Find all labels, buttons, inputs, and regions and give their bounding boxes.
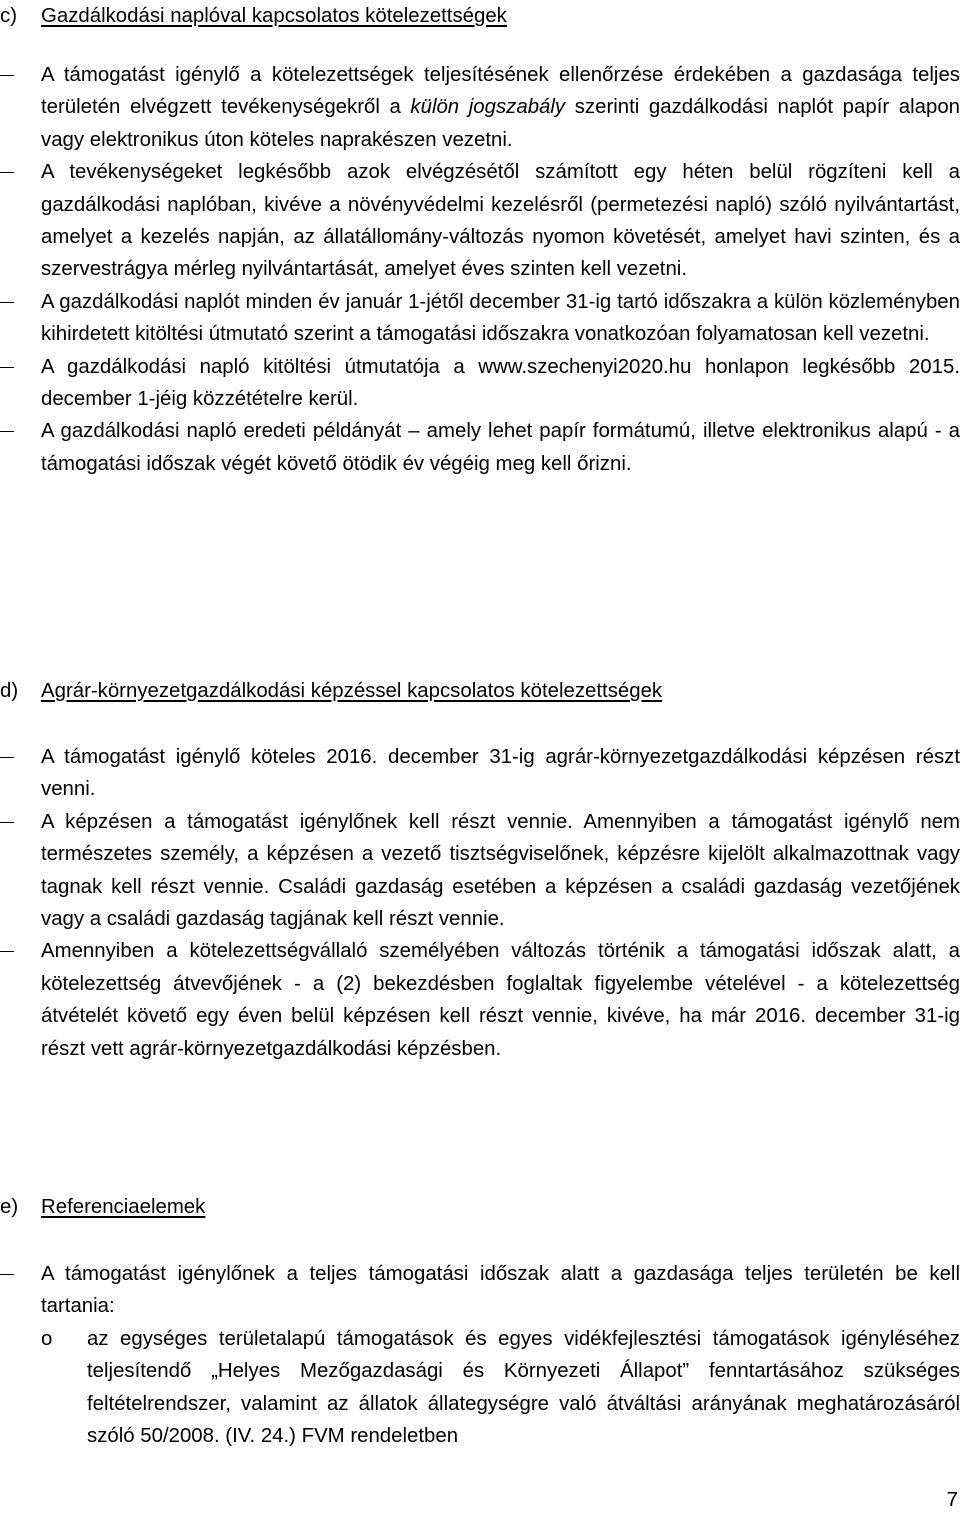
section-title: Agrár-környezetgazdálkodási képzéssel kapcsolatos kötelezettségek xyxy=(41,680,663,702)
section-letter: e) xyxy=(0,1196,19,1218)
bullet-list xyxy=(0,1258,960,1323)
page-number: 7 xyxy=(946,1489,958,1511)
bullet-text-before: A támogatást igénylő a kötelezettségek teljesítésének ellenőrzése érdekében a gazdasága teljes területén elvégzett tevékenységekről a xyxy=(41,64,960,119)
list-item xyxy=(0,415,960,480)
bullet-text: A képzésen a támogatást igénylőnek kell részt vennie. Amennyiben a támogatást igénylő nem természetes személy, a képzésen a vezető tisztségviselőnek, képzésre kijelölt alkalmazottnak vagy tagnak kell részt vennie. Családi gazdaság esetében a képzésen a családi gazdaság vezetőjének vagy a családi gazdaság tagjának kell részt vennie. xyxy=(41,810,960,931)
dash-bullet-icon xyxy=(0,302,14,303)
bullet-text-after: szerinti gazdálkodási naplót papír alapon vagy elektronikus úton köteles naprakészen vezetni. xyxy=(41,96,960,151)
sub-bullet-list xyxy=(0,1323,960,1453)
dash-bullet-icon xyxy=(0,1274,14,1275)
dash-bullet-icon xyxy=(0,172,14,173)
bullet-text: A támogatást igénylő köteles 2016. december 31-ig agrár-környezetgazdálkodási képzésen részt venni. xyxy=(41,746,960,801)
list-item xyxy=(0,351,960,416)
circle-bullet-icon: o xyxy=(41,1327,53,1350)
bullet-text: A tevékenységeket legkésőbb azok elvégzésétől számított egy héten belül rögzíteni kell a gazdálkodási naplóban, kivéve a növényvédelmi kezelésről (permetezési napló) szóló nyilvántartást, amelyet a kezelés napján, az állatállomány-változás nyomon követését, amelyet havi szinten, és a szervestrágya mérleg nyilvántartását, amelyet éves szinten kell vezetni. xyxy=(41,161,960,281)
section-d xyxy=(0,675,960,1065)
list-item xyxy=(0,286,960,351)
bullet-text: A gazdálkodási napló eredeti példányát – amely lehet papír formátumú, illetve elektronikus alapú - a támogatási időszak végét követő ötödik év végéig meg kell őrizni. xyxy=(41,420,960,475)
bullet-text: Amennyiben a kötelezettségvállaló személyében változás történik a támogatási időszak alatt, a kötelezettség átvevőjének - a (2) bekezdésben foglaltak figyelembe vételével - a kötelezettség átvételét követő egy éven belül képzésen kell részt vennie, kivéve, ha már 2016. december 31-ig részt vett agrár-környezetgazdálkodási képzésben. xyxy=(41,940,960,1060)
section-title: Referenciaelemek xyxy=(41,1196,206,1218)
list-item xyxy=(0,1258,960,1323)
list-item xyxy=(0,935,960,1065)
bullet-text: A gazdálkodási napló kitöltési útmutatója a www.szechenyi2020.hu honlapon legkésőbb 2015. december 1-jéig közzétételre kerül. xyxy=(41,355,960,411)
section-letter: c) xyxy=(0,5,17,27)
sub-bullet-text: az egységes területalapú támogatások és egyes vidékfejlesztési támogatások igényléséhez teljesítendő „Helyes Mezőgazdasági és Környezeti Állapot” fenntartásához szükséges feltételrendszer, valamint az állatok állategységre való átváltási arányának meghatározásáról szóló 50/2008. (IV. 24.) FVM rendeletben xyxy=(87,1327,960,1448)
section-heading xyxy=(0,1191,960,1223)
bullet-list xyxy=(0,59,960,480)
section-heading xyxy=(0,0,960,32)
dash-bullet-icon xyxy=(0,431,14,432)
section-letter: d) xyxy=(0,680,19,702)
list-item xyxy=(0,806,960,936)
section-title: Gazdálkodási naplóval kapcsolatos kötelezettségek xyxy=(41,5,507,27)
bullet-text: A gazdálkodási naplót minden év január 1-jétől december 31-ig tartó időszakra a külön közleményben kihirdetett kitöltési útmutató szerint a támogatási időszakra vonatkozóan folyamatosan kell vezetni. xyxy=(41,290,960,346)
section-heading xyxy=(0,675,960,707)
dash-bullet-icon xyxy=(0,757,14,758)
dash-bullet-icon xyxy=(0,951,14,952)
bullet-text-emphasis: külön jogszabály xyxy=(410,96,566,119)
list-item xyxy=(0,1323,960,1453)
bullet-list xyxy=(0,741,960,1065)
list-item xyxy=(0,741,960,806)
list-item xyxy=(0,156,960,286)
dash-bullet-icon xyxy=(0,822,14,823)
list-item xyxy=(0,59,960,156)
dash-bullet-icon xyxy=(0,75,14,76)
dash-bullet-icon xyxy=(0,367,14,368)
bullet-text: A támogatást igénylőnek a teljes támogatási időszak alatt a gazdasága teljes területén be kell tartania: xyxy=(41,1263,960,1318)
section-e xyxy=(0,1191,960,1452)
section-c xyxy=(0,0,960,480)
